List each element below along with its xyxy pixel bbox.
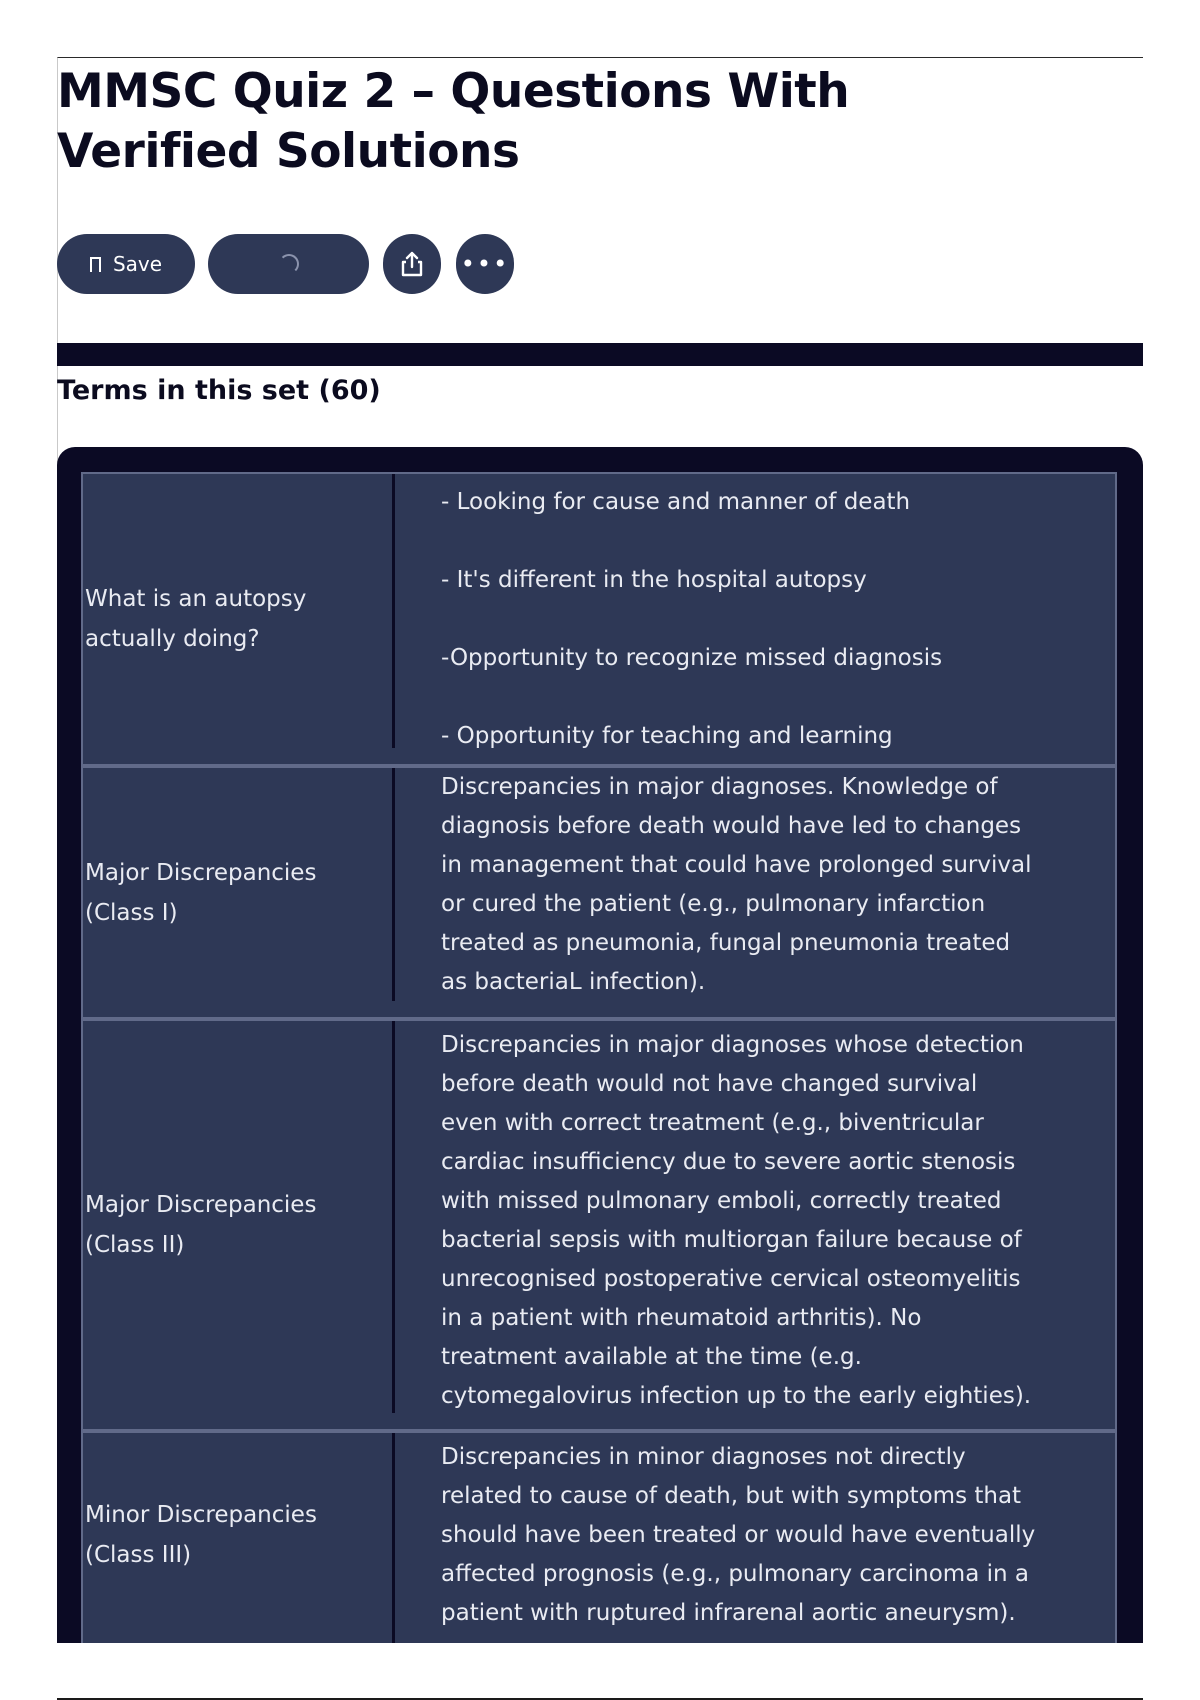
bookmark-icon	[90, 257, 101, 272]
column-separator	[392, 1433, 395, 1643]
terms-card	[57, 447, 1143, 1643]
save-button-label: Save	[112, 252, 163, 276]
spinner-icon	[279, 254, 299, 274]
term-row	[81, 766, 1117, 1019]
term-text: What is an autopsy actually doing?	[85, 586, 307, 652]
more-icon: •••	[460, 250, 510, 278]
term-row	[81, 1019, 1117, 1431]
definition-text: Discrepancies in major diagnoses. Knowledge of diagnosis before death would have led to changes in management that could have prolonged survival or cured the patient (e.g., pulmonary infarction treated as pneumonia, fungal pneumonia treated as bacteriaL infection).	[441, 774, 1032, 995]
term-row	[81, 1431, 1117, 1643]
term-row	[81, 472, 1117, 766]
column-separator	[392, 1021, 395, 1413]
definition-text: - Looking for cause and manner of death - It's different in the hospital autopsy -Opportunity to recognize missed diagnosis - Opportunity for teaching and learning	[441, 489, 943, 749]
term-text: Major Discrepancies (Class II)	[85, 1192, 317, 1258]
column-separator	[392, 768, 395, 1001]
column-separator	[392, 474, 395, 748]
definition-text: Discrepancies in minor diagnoses not directly related to cause of death, but with symptoms that should have been treated or would have eventually affected prognosis (e.g., pulmonary carcinoma in a patient with ruptured infrarenal aortic aneurysm).	[441, 1444, 1036, 1626]
page-title: MMSC Quiz 2 – Questions With Verified Solutions	[57, 64, 850, 179]
term-text: Minor Discrepancies (Class III)	[85, 1502, 317, 1568]
loading-button[interactable]	[208, 234, 369, 294]
definition-text: Discrepancies in major diagnoses whose detection before death would not have changed survival even with correct treatment (e.g., biventricular cardiac insufficiency due to severe aortic stenosis with missed pulmonary emboli, correctly treated bacterial sepsis with multiorgan failure because of unrecognised postoperative cervical osteomyelitis in a patient with rheumatoid arthritis). No treatment available at the time (e.g. cytomegalovirus infection up to the early eighties).	[441, 1032, 1032, 1409]
share-icon	[399, 250, 425, 278]
section-divider	[57, 343, 1143, 366]
save-button[interactable]	[57, 234, 195, 294]
term-text: Major Discrepancies (Class I)	[85, 859, 317, 926]
terms-count-heading: Terms in this set (60)	[57, 375, 381, 406]
more-button[interactable]	[456, 234, 514, 294]
share-button[interactable]	[383, 234, 441, 294]
